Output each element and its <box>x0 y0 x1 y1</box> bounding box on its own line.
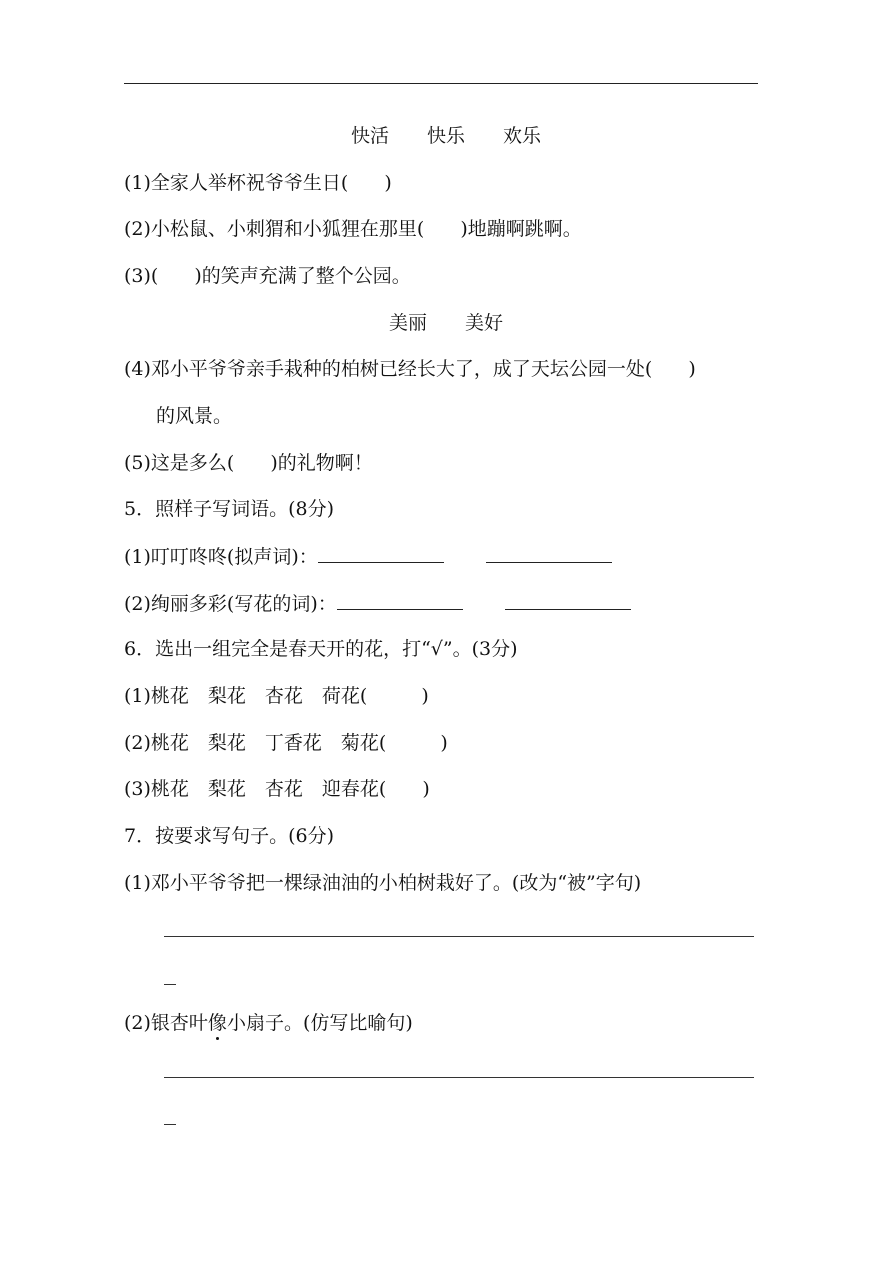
q4-item-4: (4)邓小平爷爷亲手栽种的柏树已经长大了，成了天坛公园一处( ) <box>124 358 696 380</box>
q6-option-3: (3)桃花 梨花 杏花 迎春花( ) <box>124 778 430 800</box>
emphasis-dot-char: 像 <box>207 1012 227 1034</box>
q4-item-2-text: (2)小松鼠、小刺猬和小狐狸在那里( <box>124 218 425 240</box>
q7-item-1: (1)邓小平爷爷把一棵绿油油的小柏树栽好了。(改为“被”字句) <box>124 872 642 894</box>
answer-blank[interactable] <box>486 544 612 563</box>
answer-blank[interactable] <box>337 591 463 610</box>
q4-item-5: (5)这是多么( )的礼物啊！ <box>124 452 373 474</box>
q5-title: 5．照样子写词语。(8分) <box>124 498 335 520</box>
q5-item-1: (1)叮叮咚咚(拟声词)： <box>124 544 612 569</box>
answer-blank[interactable] <box>505 591 631 610</box>
q6-title: 6．选出一组完全是春天开的花，打“√”。(3分) <box>124 638 518 660</box>
q4-item-4-continued: 的风景。 <box>156 405 233 427</box>
word-choices-2: 美丽 美好 <box>388 312 503 334</box>
q7-item-1-answer-line[interactable] <box>164 936 754 937</box>
q7-item-1-answer-line-end <box>164 984 176 985</box>
q5-item-2: (2)绚丽多彩(写花的词)： <box>124 591 631 616</box>
q7-title: 7．按要求写句子。(6分) <box>124 825 335 847</box>
q4-item-1: (1)全家人举杯祝爷爷生日( ) <box>124 172 392 194</box>
q7-item-2-answer-line[interactable] <box>164 1077 754 1078</box>
q6-option-2: (2)桃花 梨花 丁香花 菊花( ) <box>124 732 448 754</box>
answer-blank[interactable] <box>318 544 444 563</box>
q7-item-2-answer-line-end <box>164 1124 176 1125</box>
q4-item-3-text: (3)( <box>124 265 159 287</box>
q4-item-3: (3)( )的笑声充满了整个公园。 <box>124 265 411 287</box>
top-rule <box>124 83 758 84</box>
q4-item-2: (2)小松鼠、小刺猬和小狐狸在那里( )地蹦啊跳啊。 <box>124 218 582 240</box>
q7-item-2: (2)银杏叶像小扇子。(仿写比喻句) <box>124 1012 413 1034</box>
q4-item-1-text: (1)全家人举杯祝爷爷生日( <box>124 172 349 194</box>
q6-option-1: (1)桃花 梨花 杏花 荷花( ) <box>124 685 429 707</box>
word-choices-1: 快活 快乐 欢乐 <box>350 125 541 147</box>
